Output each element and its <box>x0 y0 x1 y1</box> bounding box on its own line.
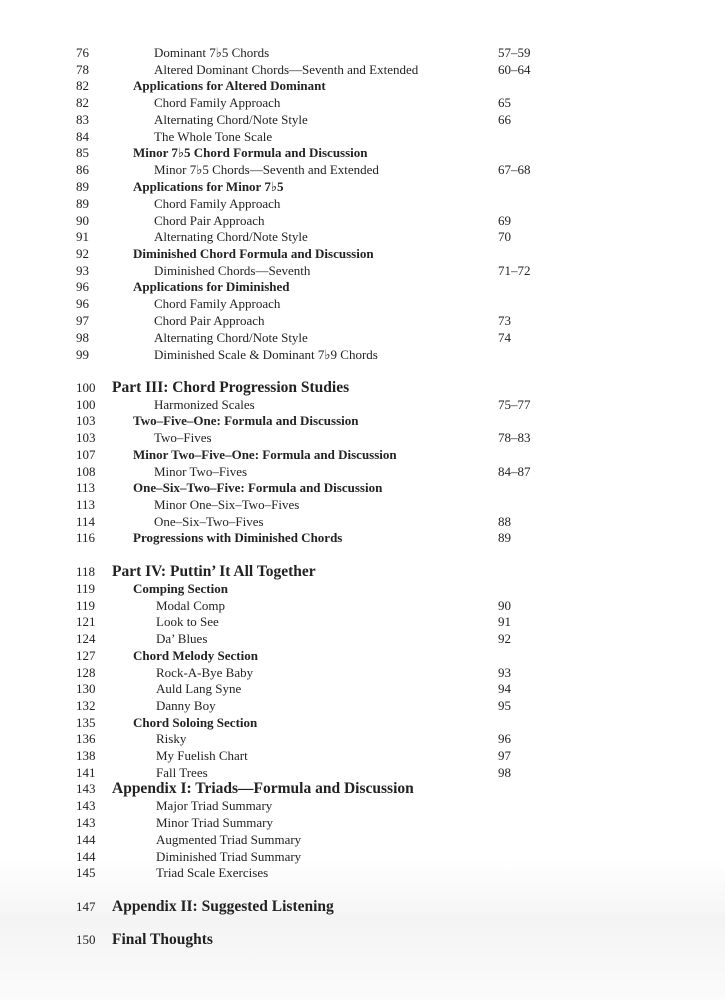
toc-page-number: 145 <box>76 865 96 880</box>
toc-example-pages: 95 <box>498 698 511 713</box>
toc-page-number: 116 <box>76 530 96 545</box>
toc-example-pages: 71–72 <box>498 263 531 278</box>
toc-page-number: 150 <box>76 932 96 947</box>
toc-entry <box>0 680 725 697</box>
toc-entry <box>0 312 725 329</box>
toc-page-number: 143 <box>76 815 96 830</box>
toc-entry <box>0 195 725 212</box>
toc-title: Alternating Chord/Note Style <box>154 112 308 127</box>
toc-page-number: 99 <box>76 347 89 362</box>
toc-title: Two–Five–One: Formula and Discussion <box>133 413 359 428</box>
toc-entry <box>0 212 725 229</box>
toc-page-number: 144 <box>76 832 96 847</box>
toc-example-pages: 70 <box>498 229 511 244</box>
toc-entry <box>0 161 725 178</box>
toc-entry <box>0 747 725 764</box>
toc-example-pages: 84–87 <box>498 464 531 479</box>
toc-example-pages: 78–83 <box>498 430 531 445</box>
toc-title: Da’ Blues <box>156 631 208 646</box>
toc-entry <box>0 730 725 747</box>
toc-page-number: 78 <box>76 62 89 77</box>
toc-page-number: 84 <box>76 129 89 144</box>
toc-page-number: 107 <box>76 447 96 462</box>
toc-example-pages: 75–77 <box>498 397 531 412</box>
toc-title: Part III: Chord Progression Studies <box>112 379 350 396</box>
toc-title: Chord Pair Approach <box>154 313 265 328</box>
toc-entry <box>0 714 725 731</box>
toc-example-pages: 57–59 <box>498 45 531 60</box>
toc-entry <box>0 764 725 781</box>
toc-page-number: 103 <box>76 430 96 445</box>
toc-title: Chord Family Approach <box>154 95 281 110</box>
toc-entry <box>0 396 725 413</box>
toc-example-pages: 73 <box>498 313 511 328</box>
toc-page-number: 98 <box>76 330 89 345</box>
toc-title: My Fuelish Chart <box>156 748 248 763</box>
toc-example-pages: 65 <box>498 95 511 110</box>
toc-entry <box>0 178 725 195</box>
toc-page-number: 130 <box>76 681 96 696</box>
toc-title: Risky <box>156 731 187 746</box>
toc-entry <box>0 931 725 948</box>
toc-example-pages: 90 <box>498 598 511 613</box>
toc-title: Minor 7♭5 Chords—Seventh and Extended <box>154 162 379 177</box>
toc-title: Alternating Chord/Note Style <box>154 330 308 345</box>
toc-example-pages: 66 <box>498 112 511 127</box>
toc-entry <box>0 697 725 714</box>
toc-entry <box>0 94 725 111</box>
toc-page-number: 138 <box>76 748 96 763</box>
toc-example-pages: 67–68 <box>498 162 531 177</box>
toc-title: Altered Dominant Chords—Seventh and Extended <box>154 62 419 77</box>
toc-title: Danny Boy <box>156 698 216 713</box>
toc-title: Minor 7♭5 Chord Formula and Discussion <box>133 145 368 160</box>
toc-page-number: 144 <box>76 849 96 864</box>
toc-entry <box>0 797 725 814</box>
toc-entry <box>0 580 725 597</box>
toc-page-number: 89 <box>76 196 89 211</box>
toc-page-number: 97 <box>76 313 89 328</box>
toc-entry <box>0 496 725 513</box>
toc-entry <box>0 228 725 245</box>
toc-entry <box>0 664 725 681</box>
toc-entry <box>0 463 725 480</box>
toc-entry <box>0 61 725 78</box>
toc-example-pages: 91 <box>498 614 511 629</box>
toc-title: Chord Family Approach <box>154 296 281 311</box>
toc-page-number: 76 <box>76 45 89 60</box>
toc-entry <box>0 563 725 580</box>
toc-entry <box>0 848 725 865</box>
toc-title: Applications for Altered Dominant <box>133 78 326 93</box>
toc-page-number: 90 <box>76 213 89 228</box>
toc-title: Diminished Scale & Dominant 7♭9 Chords <box>154 347 378 362</box>
toc-example-pages: 97 <box>498 748 511 763</box>
toc-title: Alternating Chord/Note Style <box>154 229 308 244</box>
toc-example-pages: 60–64 <box>498 62 531 77</box>
toc-title: Final Thoughts <box>112 931 213 948</box>
toc-title: Major Triad Summary <box>156 798 273 813</box>
toc-example-pages: 98 <box>498 765 511 780</box>
toc-title: Modal Comp <box>156 598 225 613</box>
toc-page-number: 100 <box>76 380 96 395</box>
toc-entry <box>0 429 725 446</box>
toc-page-number: 143 <box>76 798 96 813</box>
toc-entry <box>0 111 725 128</box>
toc-title: Fall Trees <box>156 765 208 780</box>
toc-entry <box>0 780 725 797</box>
toc-title: Applications for Minor 7♭5 <box>133 179 284 194</box>
toc-page-number: 119 <box>76 598 96 613</box>
toc-entry <box>0 446 725 463</box>
toc-entry <box>0 144 725 161</box>
toc-example-pages: 93 <box>498 665 511 680</box>
toc-page-number: 135 <box>76 715 96 730</box>
toc-title: Harmonized Scales <box>154 397 255 412</box>
toc-page-number: 96 <box>76 279 89 294</box>
toc-page-number: 100 <box>76 397 96 412</box>
toc-entry <box>0 44 725 61</box>
toc-title: Look to See <box>156 614 219 629</box>
toc-example-pages: 69 <box>498 213 511 228</box>
toc-title: Minor Two–Five–One: Formula and Discussion <box>133 447 397 462</box>
toc-title: Minor One–Six–Two–Fives <box>154 497 300 512</box>
toc-title: One–Six–Two–Five: Formula and Discussion <box>133 480 383 495</box>
toc-page-number: 141 <box>76 765 96 780</box>
toc-title: Diminished Chord Formula and Discussion <box>133 246 374 261</box>
toc-page-number: 82 <box>76 95 89 110</box>
toc-title: Diminished Triad Summary <box>156 849 302 864</box>
toc-example-pages: 92 <box>498 631 511 646</box>
toc-page-number: 103 <box>76 413 96 428</box>
toc-title: Dominant 7♭5 Chords <box>154 45 270 60</box>
toc-page-number: 93 <box>76 263 89 278</box>
toc-title: Part IV: Puttin’ It All Together <box>112 563 316 580</box>
toc-page-number: 143 <box>76 781 96 796</box>
toc-page-number: 113 <box>76 480 96 495</box>
toc-entry <box>0 295 725 312</box>
toc-title: Progressions with Diminished Chords <box>133 530 343 545</box>
toc-example-pages: 88 <box>498 514 511 529</box>
toc-example-pages: 74 <box>498 330 511 345</box>
toc-entry <box>0 329 725 346</box>
toc-page-number: 114 <box>76 514 96 529</box>
toc-entry <box>0 278 725 295</box>
toc-page-number: 119 <box>76 581 96 596</box>
toc-title: Diminished Chords—Seventh <box>154 263 311 278</box>
toc-entry <box>0 379 725 396</box>
toc-entry <box>0 630 725 647</box>
toc-title: Chord Pair Approach <box>154 213 265 228</box>
toc-title: One–Six–Two–Fives <box>154 514 264 529</box>
toc-page-number: 108 <box>76 464 96 479</box>
toc-entry <box>0 128 725 145</box>
toc-page-number: 92 <box>76 246 89 261</box>
toc-entry <box>0 814 725 831</box>
toc-page-number: 121 <box>76 614 96 629</box>
toc-page-number: 85 <box>76 145 89 160</box>
toc-example-pages: 89 <box>498 530 511 545</box>
toc-page-number: 96 <box>76 296 89 311</box>
toc-entry <box>0 647 725 664</box>
toc-entry <box>0 412 725 429</box>
toc-entry <box>0 597 725 614</box>
toc-example-pages: 94 <box>498 681 511 696</box>
toc-entry <box>0 513 725 530</box>
toc-entry <box>0 898 725 915</box>
toc-page-number: 83 <box>76 112 89 127</box>
toc-page-number: 124 <box>76 631 96 646</box>
toc-page-number: 89 <box>76 179 89 194</box>
toc-title: Applications for Diminished <box>133 279 290 294</box>
toc-entry <box>0 479 725 496</box>
toc-page-number: 132 <box>76 698 96 713</box>
toc-page-number: 86 <box>76 162 89 177</box>
toc-title: Appendix II: Suggested Listening <box>112 898 334 915</box>
toc-entry <box>0 245 725 262</box>
toc-title: Minor Two–Fives <box>154 464 248 479</box>
toc-entry <box>0 831 725 848</box>
toc-entry <box>0 529 725 546</box>
toc-title: Minor Triad Summary <box>156 815 274 830</box>
toc-title: Chord Soloing Section <box>133 715 258 730</box>
toc-title: Appendix I: Triads—Formula and Discussion <box>112 780 414 797</box>
toc-entry <box>0 864 725 881</box>
toc-page-number: 127 <box>76 648 96 663</box>
toc-title: Two–Fives <box>154 430 212 445</box>
toc-page-number: 147 <box>76 899 96 914</box>
toc-title: Triad Scale Exercises <box>156 865 269 880</box>
toc-entry <box>0 613 725 630</box>
toc-title: Comping Section <box>133 581 228 596</box>
toc-page-number: 82 <box>76 78 89 93</box>
toc-title: Augmented Triad Summary <box>156 832 302 847</box>
toc-page-number: 136 <box>76 731 96 746</box>
toc-title: Auld Lang Syne <box>156 681 242 696</box>
toc-title: Chord Family Approach <box>154 196 281 211</box>
toc-page-number: 128 <box>76 665 96 680</box>
toc-title: Rock-A-Bye Baby <box>156 665 254 680</box>
toc-page-number: 118 <box>76 564 96 579</box>
toc-entry <box>0 262 725 279</box>
toc-page-number: 91 <box>76 229 89 244</box>
toc-entry <box>0 77 725 94</box>
toc-title: Chord Melody Section <box>133 648 258 663</box>
toc-title: The Whole Tone Scale <box>154 129 273 144</box>
toc-page-number: 113 <box>76 497 96 512</box>
toc-entry <box>0 346 725 363</box>
toc-example-pages: 96 <box>498 731 511 746</box>
